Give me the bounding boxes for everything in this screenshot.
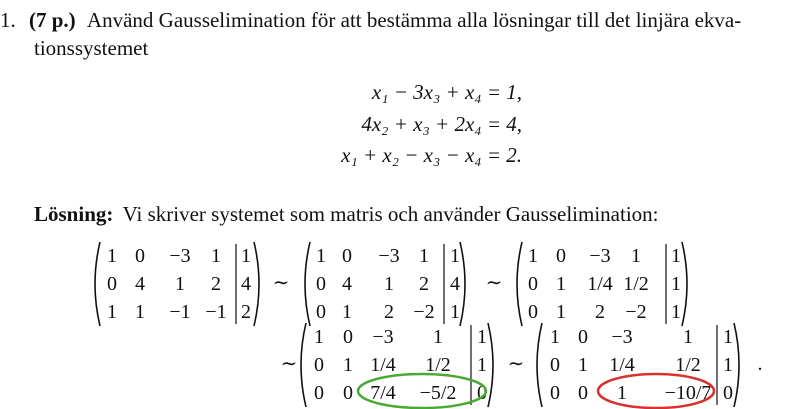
matrix-3-cell: 7/4: [370, 382, 396, 404]
matrix-0-cell: 0: [107, 273, 117, 295]
equation-3: x₁ + x₂ − x₃ − x₄ = 2.: [341, 143, 522, 167]
matrix-4-cell: 0: [550, 354, 560, 376]
matrix-1-cell: 4: [342, 273, 352, 295]
matrix-1-left-paren: [305, 242, 310, 326]
problem-text: Använd Gausselimination för att bestämma alla lösningar till det linjära ekva-: [86, 8, 742, 32]
matrix-0-cell: 1: [107, 245, 117, 267]
equation-1: x₁ − 3x₃ + x₄ = 1,: [371, 80, 522, 104]
matrix-3-cell: 0: [314, 382, 324, 404]
matrix-3-cell: 1: [477, 326, 487, 348]
matrix-4-right-paren: [734, 323, 739, 407]
matrix-3-cell: 0: [343, 326, 353, 348]
matrix-0-cell: 1: [241, 245, 251, 267]
matrix-1-cell: 1: [450, 245, 460, 267]
problem-line-2: tionssystemet: [34, 36, 149, 60]
matrix-3-cell: 1: [314, 326, 324, 348]
matrix-3-left-paren: [301, 323, 306, 407]
matrix-2-cell: 1: [671, 245, 681, 267]
matrix-0-cell: 4: [135, 273, 145, 295]
matrix-4-cell: 0: [578, 382, 588, 404]
matrix-2-cell: 1: [528, 245, 538, 267]
matrix-0-cell: 2: [241, 301, 251, 323]
matrix-3-cell: 0: [343, 382, 353, 404]
matrix-3-cell: −3: [372, 326, 394, 348]
matrix-2-cell: −3: [589, 245, 611, 267]
matrix-0-cell: −1: [205, 301, 227, 323]
matrix-4-cell: 0: [578, 326, 588, 348]
equiv-sign-2: ∼: [485, 272, 503, 294]
matrix-2-cell: 0: [556, 245, 566, 267]
matrix-4-cell: 1/2: [675, 354, 701, 376]
solution-label: Lösning:: [34, 202, 114, 226]
matrix-4-cell: 0: [723, 382, 733, 404]
matrix-2-cell: 1/4: [587, 273, 613, 295]
matrix-1-right-paren: [460, 242, 465, 326]
matrix-2-cell: 0: [528, 273, 538, 295]
matrix-2-cell: 1: [556, 301, 566, 323]
matrix-3-cell: 1/4: [370, 354, 396, 376]
matrix-4-cell: 1: [617, 382, 627, 404]
matrix-0-cell: −1: [169, 301, 191, 323]
matrix-4-cell: 1: [683, 326, 693, 348]
equiv-sign-3: ∼: [280, 353, 298, 375]
matrix-3-cell: 1: [433, 326, 443, 348]
matrix-4-cell: −3: [611, 326, 633, 348]
matrix-2-cell: 0: [528, 301, 538, 323]
matrix-0-cell: 0: [135, 245, 145, 267]
matrix-2-right-paren: [682, 242, 687, 326]
matrix-3-cell: 0: [314, 354, 324, 376]
matrix-3-cell: 1: [343, 354, 353, 376]
matrix-4-cell: 1/4: [609, 354, 635, 376]
matrix-2-cell: 1: [556, 273, 566, 295]
matrix-1-cell: 1: [316, 245, 326, 267]
equiv-sign-4: ∼: [507, 353, 525, 375]
matrix-0-cell: −3: [169, 245, 191, 267]
equiv-sign-1: ∼: [272, 272, 290, 294]
matrix-1-cell: 1: [342, 301, 352, 323]
matrix-3-right-paren: [488, 323, 493, 407]
matrix-1-cell: 2: [384, 301, 394, 323]
matrix-1-cell: 1: [450, 301, 460, 323]
solution-text: Vi skriver systemet som matris och använder Gausselimination:: [122, 202, 659, 226]
matrix-1-cell: 2: [419, 273, 429, 295]
matrix-3-cell: 0: [477, 382, 487, 404]
matrix-1-cell: 0: [342, 245, 352, 267]
matrix-4-cell: 1: [550, 326, 560, 348]
matrix-4-cell: 0: [550, 382, 560, 404]
matrix-4-cell: 1: [578, 354, 588, 376]
matrix-2-cell: −2: [625, 301, 647, 323]
matrix-3-cell: −5/2: [419, 382, 457, 404]
matrix-0-left-paren: [95, 242, 100, 326]
equation-2: 4x₂ + x₃ + 2x₄ = 4,: [361, 112, 522, 136]
matrix-1-cell: −3: [378, 245, 400, 267]
matrix-4-cell: 1: [723, 354, 733, 376]
matrix-1-cell: 0: [316, 273, 326, 295]
final-period: .: [757, 353, 763, 375]
matrix-2-cell: 1: [631, 245, 641, 267]
matrix-4-cell: 1: [723, 326, 733, 348]
matrix-2-cell: 1: [671, 301, 681, 323]
matrix-1-cell: 1: [419, 245, 429, 267]
matrix-2-cell: 2: [595, 301, 605, 323]
matrix-4-left-paren: [537, 323, 542, 407]
matrix-0-cell: 2: [211, 273, 221, 295]
matrix-0-right-paren: [254, 242, 259, 326]
matrix-3-cell: 1/2: [425, 354, 451, 376]
matrix-0-cell: 4: [241, 273, 251, 295]
matrix-3-cell: 1: [477, 354, 487, 376]
matrix-0-cell: 1: [107, 301, 117, 323]
matrix-0-cell: 1: [135, 301, 145, 323]
matrix-2-cell: 1/2: [623, 273, 649, 295]
matrix-1-cell: 4: [450, 273, 460, 295]
matrix-0-cell: 1: [211, 245, 221, 267]
matrix-1-cell: 1: [384, 273, 394, 295]
problem-number: 1.: [0, 8, 16, 32]
matrix-0-cell: 1: [175, 273, 185, 295]
matrix-1-cell: 0: [316, 301, 326, 323]
matrix-4-cell: −10/7: [664, 382, 712, 404]
problem-points: (7 p.): [29, 8, 76, 32]
matrix-2-cell: 1: [671, 273, 681, 295]
matrix-1-cell: −2: [413, 301, 435, 323]
matrix-2-left-paren: [517, 242, 522, 326]
